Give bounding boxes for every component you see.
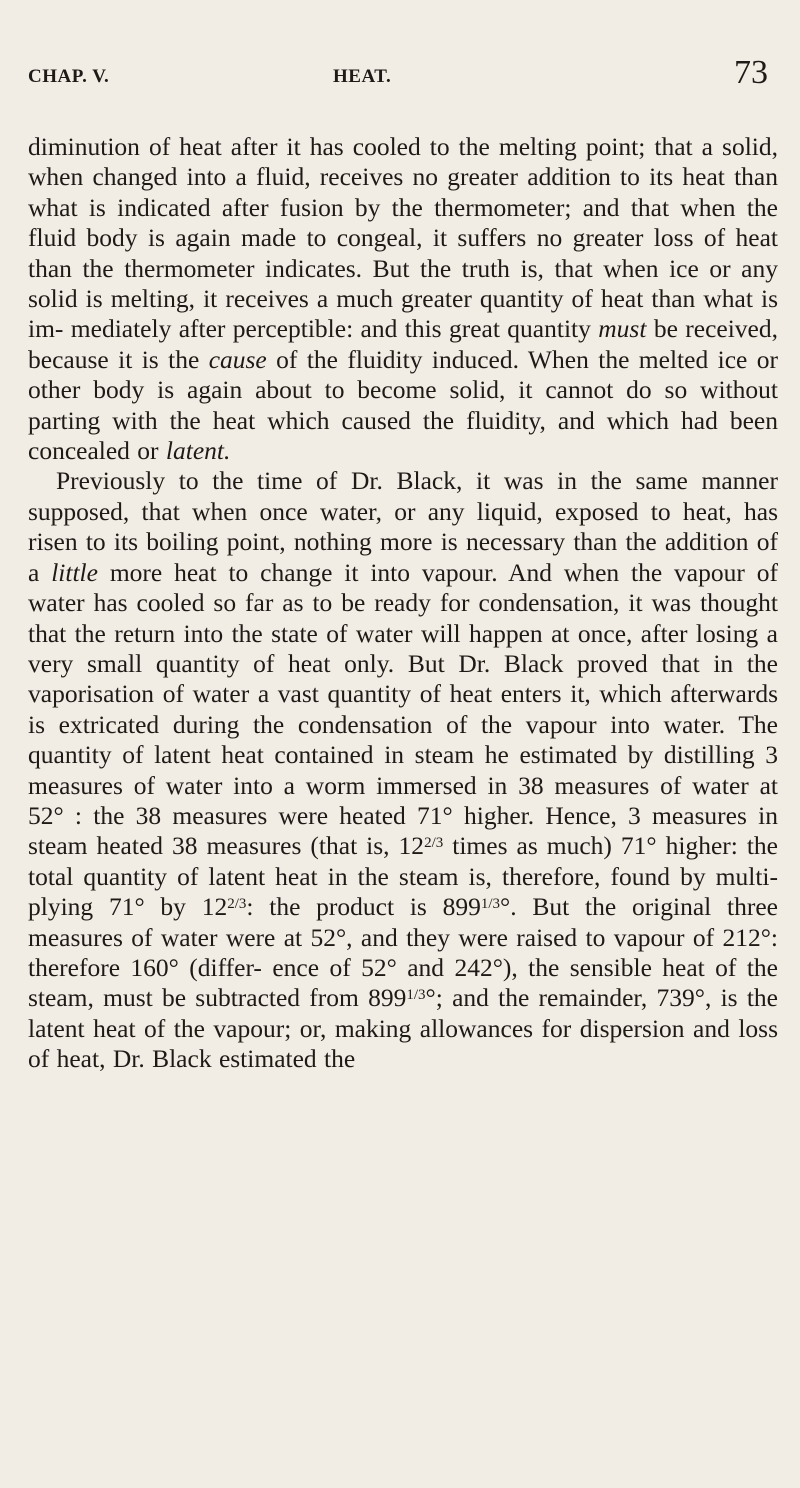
- paragraph-1-text-3: of the fluidity induced. When the melted ice or other body is again about to become solid, it cannot do so without parting with the heat which caused the fluidity, and which had been concealed or: [28, 344, 778, 466]
- paragraph-1-text-1: diminution of heat after it has cooled to the melting point; that a solid, when changed into a fluid, receives no greater addition to its heat than what is indicated after fusion by the thermometer; and that when the fluid body is again made to congeal, it suffers no greater loss of heat than the thermometer indicates. But the truth is, that when ice or any solid is melting, it receives a much greater quantity of heat than what is im- mediately after perceptible: and this great quantity: [28, 132, 778, 344]
- body-text: [28, 132, 778, 1075]
- page-number: 73: [734, 54, 768, 91]
- paragraph-2-text-1: Previously to the time of Dr. Black, it was in the same manner supposed, that when once water, or any liquid, exposed to heat, has risen to its boiling point, nothing more is necessary than the addition of a: [28, 466, 778, 587]
- emphasis-cause: cause: [208, 344, 267, 374]
- fraction-two-thirds: 2/3: [424, 835, 444, 852]
- running-title: HEAT.: [333, 66, 392, 87]
- paragraph-2: [28, 466, 778, 1074]
- paragraph-2-text-3: times as much) 71° higher: the total quantity of latent heat in the steam is, therefore, found by multi- plying 71° by 12: [28, 831, 778, 922]
- paragraph-1: [28, 132, 778, 466]
- running-head: [28, 54, 778, 90]
- fraction-one-third: 1/3: [480, 896, 501, 913]
- emphasis-must: must: [598, 314, 647, 344]
- chapter-heading: CHAP. V.: [28, 66, 110, 87]
- fraction-one-third: 1/3: [406, 987, 426, 1004]
- paragraph-2-text-2: more heat to change it into vapour. And when the vapour of water has cooled so far as to be ready for condensation, it was thought that the return into the state of water will happen at once, after losing a very small quantity of heat only. But Dr. Black proved that in the vaporisation of water a vast quantity of heat enters it, which afterwards is extricated during the condensation of the vapour into water. The quantity of latent heat contained in steam he estimated by distilling 3 measures of water into a worm immersed in 38 measures of water at 52° : the 38 measures were heated 71° higher. Hence, 3 measures in steam heated 38 measures (that is, 12: [28, 557, 778, 861]
- paragraph-2-text-5: °. But the original three measures of water were at 52°, and they were raised to vapour of 212°: therefore 160° (differ- ence of 52° and 242°), the sensible heat of the steam, must be subtracted from 899: [28, 892, 778, 1013]
- fraction-two-thirds: 2/3: [227, 896, 247, 913]
- paragraph-2-text-6: °; and the remainder, 739°, is the latent heat of the vapour; or, making allowances for dispersion and loss of heat, Dr. Black estimated the: [28, 983, 778, 1074]
- paragraph-2-text-4: : the product is 899: [246, 892, 481, 922]
- emphasis-little: little: [51, 557, 98, 587]
- emphasis-latent: latent.: [165, 436, 231, 466]
- paragraph-1-text-2: be received, because it is the: [28, 314, 778, 374]
